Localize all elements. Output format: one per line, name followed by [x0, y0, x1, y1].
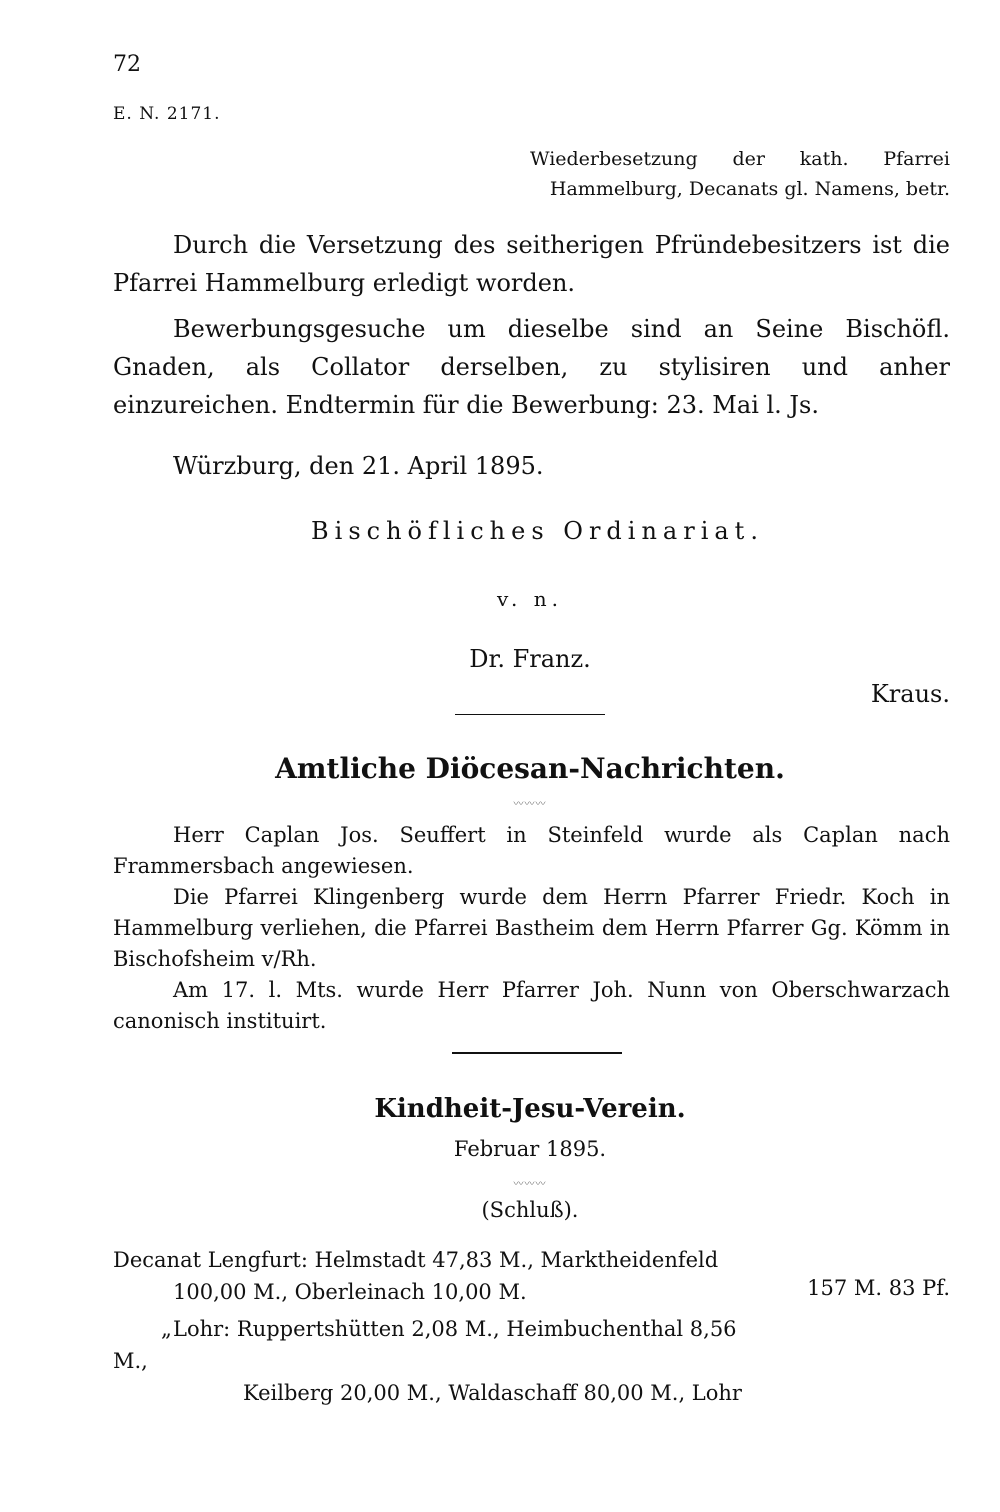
- entry-continuation: Keilberg 20,00 M., Waldaschaff 80,00 M., Lohr: [243, 1381, 742, 1405]
- subject-line: Wiederbesetzung der kath. Pfarrei Hammelburg, Decanats gl. Namens, betr.: [530, 148, 950, 200]
- reference-number: E. N. 2171.: [113, 104, 221, 124]
- section-divider: [455, 714, 605, 715]
- society-note: (Schluß).: [481, 1198, 579, 1222]
- paragraph-applications: Bewerbungsgesuche um dieselbe sind an Seine Bischöfl. Gnaden, als Collator derselben, zu stylisiren und anher einzureichen. Endtermin für die Bewerbung: 23. Mai l. Js.: [113, 315, 950, 419]
- entry-first-line: [113, 1313, 770, 1377]
- entry-first-line: Decanat Lengfurt: Helmstadt 47,83 M., Marktheidenfeld: [113, 1248, 719, 1272]
- signatory-franz: Dr. Franz.: [469, 645, 591, 673]
- page-number: 72: [113, 52, 141, 77]
- section-divider: [452, 1052, 622, 1054]
- dateline: Würzburg, den 21. April 1895.: [173, 452, 544, 480]
- signatory-kraus: Kraus.: [870, 680, 950, 708]
- ornament-divider: 〰〰〰: [513, 799, 547, 810]
- entry-text: Lohr: Ruppertshütten 2,08 M., Heimbuchenthal 8,56 M.,: [113, 1317, 737, 1373]
- entry-total: 157 M. 83 Pf.: [807, 1276, 950, 1300]
- news-item: Die Pfarrei Klingenberg wurde dem Herrn Pfarrer Friedr. Koch in Hammelburg verliehen, die Pfarrei Bastheim dem Herrn Pfarrer Gg. Kömm in Bischofsheim v/Rh.: [113, 885, 950, 971]
- news-item: Herr Caplan Jos. Seuffert in Steinfeld wurde als Caplan nach Frammersbach angewiesen.: [113, 823, 950, 878]
- section-heading: Amtliche Diöcesan-Nachrichten.: [275, 752, 785, 785]
- society-title: Kindheit-Jesu-Verein.: [374, 1094, 686, 1124]
- donation-entry: [113, 1244, 770, 1308]
- issuing-authority: Bischöfliches Ordinariat.: [311, 517, 764, 545]
- news-item: Am 17. l. Mts. wurde Herr Pfarrer Joh. Nunn von Oberschwarzach canonisch instituirt.: [113, 978, 950, 1033]
- society-month: Februar 1895.: [453, 1137, 607, 1161]
- vn-abbreviation: v. n.: [497, 587, 563, 611]
- paragraph-vacancy: Durch die Versetzung des seitherigen Pfründebesitzers ist die Pfarrei Hammelburg erledigt worden.: [113, 231, 950, 297]
- ornament-divider: 〰〰〰: [513, 1179, 547, 1190]
- entry-continuation: 100,00 M., Oberleinach 10,00 M.: [173, 1280, 527, 1304]
- donation-entry: [113, 1313, 770, 1409]
- ditto-mark: „: [161, 1317, 172, 1341]
